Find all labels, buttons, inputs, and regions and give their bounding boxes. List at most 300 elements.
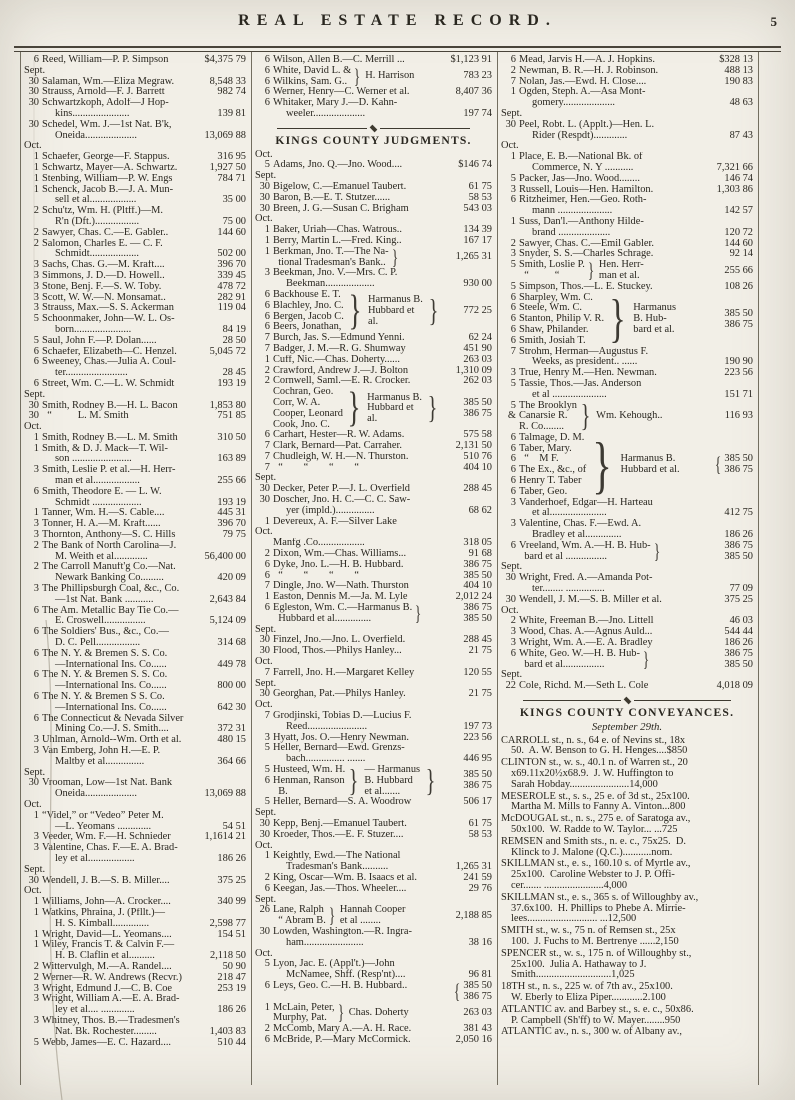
entry-text	[39, 120, 202, 142]
entry-amount: 46 03	[729, 615, 753, 627]
entry-text	[39, 303, 216, 314]
judgment-entry	[24, 1016, 246, 1038]
entry-day: 3	[33, 734, 39, 746]
entry-day: 3	[33, 464, 39, 476]
entry-amount: 1,303 86	[716, 183, 753, 195]
page-number: 5	[770, 14, 777, 29]
entry-line: born......................	[55, 323, 132, 335]
column-3	[498, 52, 759, 1085]
entry-line: Easton, Dennis M.—Ja. M. Lyle	[273, 592, 408, 603]
entry-text	[516, 627, 722, 638]
entry-counterparty: — Harmanus B. Hubbard et al.......	[364, 764, 421, 797]
entry-text	[39, 77, 208, 88]
judgment-entry	[24, 77, 246, 88]
entry-amount: 314 68	[217, 637, 246, 649]
entry-amount: 404 10	[463, 461, 492, 473]
entry-day: 3	[33, 518, 39, 530]
entry-counterparty: Hannah Cooper et al ........	[339, 904, 406, 927]
entry-amount: 488 13	[724, 64, 753, 76]
entry-line: Mining Co.—J. S. Smith....	[55, 723, 169, 735]
entry-day: 6	[33, 691, 39, 703]
entry-day: 7	[264, 342, 270, 354]
entry-line: Werner—R. W. Andrews (Recvr.)	[42, 972, 182, 983]
month-label: Oct.	[24, 140, 42, 152]
judgment-group-entry	[501, 538, 753, 563]
entry-day: 1	[264, 515, 270, 527]
conveyance-line: McDOUGAL st., n. s., 275 e. of Saratoga av.,	[501, 813, 691, 825]
judgment-entry	[501, 87, 753, 109]
entry-line: brand ....................	[532, 226, 611, 238]
entry-line: Lyon, Jac. E. (Appl't.)—John	[273, 959, 395, 970]
entry-text	[516, 519, 722, 541]
entry-text	[39, 336, 221, 347]
month-label: Oct.	[24, 421, 42, 433]
judgment-group-entry	[501, 398, 753, 434]
entry-text	[270, 959, 467, 981]
entry-amount: 2,188 85	[455, 909, 492, 921]
entry-day: 22	[505, 680, 516, 692]
entry-line: ley et al..................	[55, 852, 135, 864]
entry-text	[516, 77, 722, 88]
judgment-entry	[255, 668, 492, 679]
judgment-entry	[255, 689, 492, 700]
entry-line: Whitney, Thos. B.—Tradesmen's	[42, 1015, 180, 1026]
entry-amount: 385 50	[463, 569, 492, 581]
entry-text	[516, 152, 715, 174]
entry-amount: 386 75	[463, 558, 492, 570]
judgment-entry	[24, 994, 246, 1016]
judgment-entry	[255, 495, 492, 517]
entry-line: Schwartzkoph, Adolf—J Hop-	[42, 98, 169, 109]
judgment-entry	[24, 357, 246, 379]
entry-line: Thornton, Anthony—S. C. Hills	[42, 530, 176, 541]
judgment-entry	[24, 1038, 246, 1049]
entry-amount: 186 26	[217, 852, 246, 864]
entry-line: ley et al.... .............	[55, 1004, 135, 1016]
conveyance-entry	[501, 893, 753, 925]
entry-day: 3	[33, 831, 39, 843]
entry-parties: Berkman, Jno. T.—The Na- tional Tradesman's Bank..	[273, 245, 389, 268]
entry-day: 5	[264, 742, 270, 754]
entry-line: Whitaker, Mary J.—D. Kahn-	[273, 98, 398, 109]
entry-text	[270, 517, 490, 528]
judgment-entry	[501, 368, 753, 379]
entry-amount: 2,598 77	[209, 917, 246, 929]
entry-day: 3	[510, 637, 516, 649]
entry-counterparty: Chas. Doherty	[348, 1006, 409, 1018]
judgment-entry	[24, 336, 246, 347]
judgment-entry	[501, 595, 753, 606]
entry-day: 6	[264, 882, 270, 894]
entry-amount: 1,927 50	[209, 161, 246, 173]
entry-parties: Husteed, Wm. H. Henman, Ranson B.	[273, 764, 346, 797]
conveyance-line: 25x100. Julia A. Hathaway to J.	[511, 958, 647, 970]
entry-day: 2	[264, 1023, 270, 1035]
entry-line: Burch, Jas. S.—Edmund Yenni.	[273, 333, 405, 344]
entry-amount: 255 66	[217, 475, 246, 487]
entry-line: Wilson, Allen B.—C. Merrill ...	[273, 55, 405, 65]
entry-line: Wright, Edmund J.—C. B. Coe	[42, 983, 173, 994]
entry-amount: 253 19	[217, 982, 246, 994]
divider-ornament	[523, 697, 731, 704]
month-label: Sept.	[255, 677, 277, 689]
judgment-entry	[255, 1035, 492, 1046]
entry-amount: 79 75	[222, 529, 246, 541]
entry-day: 3	[510, 367, 516, 379]
entry-text	[516, 120, 728, 142]
entry-text	[39, 228, 215, 239]
entry-amount: 262 03	[463, 375, 492, 387]
entry-text	[270, 743, 461, 765]
entry-amount: 29 76	[468, 882, 492, 894]
conveyance-line: cer....... .......................4,000	[511, 879, 628, 891]
entry-text	[270, 1024, 461, 1035]
entry-parties: Lane, Ralph “ Abram B.	[273, 904, 326, 927]
brace-glyph: }	[347, 384, 361, 431]
entry-day: 2	[33, 226, 39, 238]
entry-text	[270, 560, 461, 571]
entry-day: 1	[33, 172, 39, 184]
judgment-entry	[24, 832, 246, 843]
entry-line: Strauss, Arnold—F. J. Barrett	[42, 87, 165, 98]
entry-line: Schwartz, Mayer—A. Schwartz.	[42, 162, 178, 173]
entry-day: 5	[510, 280, 516, 292]
judgment-entry	[255, 711, 492, 733]
entry-amount-wrap	[463, 306, 492, 317]
entry-line: et al......................	[532, 507, 607, 519]
judgment-entry	[24, 120, 246, 142]
judgment-entry	[255, 333, 492, 344]
brace-glyph: }	[348, 762, 359, 798]
brace-glyph: }	[391, 244, 398, 269]
judgment-entry	[255, 98, 492, 120]
entry-line: Schaefer, George—F. Stappus.	[42, 152, 170, 163]
judgment-entry	[255, 452, 492, 463]
entry-day: 3	[510, 183, 516, 195]
entry-text	[516, 379, 722, 401]
entry-text	[270, 851, 454, 873]
judgment-entry	[501, 66, 753, 77]
entry-amount: 218 47	[217, 971, 246, 983]
entry-text	[39, 519, 215, 530]
entry-day: 2	[33, 205, 39, 217]
entry-amount: $1,123 91	[450, 54, 492, 65]
entry-text	[39, 692, 215, 714]
judgment-entry	[501, 217, 753, 239]
entry-line: Heller, Bernard—Ewd. Grenzs-	[273, 743, 405, 754]
conveyance-line: lees........................... ...12,500	[511, 913, 637, 925]
entry-text	[516, 498, 722, 520]
entry-line: H. S. Kimball..............	[55, 917, 150, 929]
entry-text	[39, 908, 208, 930]
judgment-entry	[24, 347, 246, 358]
entry-text	[39, 962, 221, 973]
entry-text	[270, 668, 461, 679]
entry-day: 6	[264, 97, 270, 109]
entry-day: 3	[510, 518, 516, 530]
entry-amount: 134 39	[463, 224, 492, 236]
judgment-entry	[255, 635, 492, 646]
entry-line: Williams, John—A. Crocker....	[42, 897, 171, 908]
entry-day: 6	[33, 377, 39, 389]
judgment-entry	[255, 549, 492, 560]
entry-line: Reed, William—P. P. Simpson	[42, 55, 169, 65]
entry-line: Simpson, Thos.—L. E. Stuckey.	[519, 281, 653, 292]
brace-glyph: }	[425, 762, 436, 798]
judgment-entry	[255, 268, 492, 290]
entry-text	[39, 206, 221, 228]
entry-text	[270, 927, 467, 949]
entry-amount: 13,069 88	[204, 788, 246, 800]
judgment-group-entry	[501, 429, 753, 500]
entry-amount: 223 56	[463, 731, 492, 743]
entry-text	[39, 1038, 215, 1049]
entry-day: 5	[264, 796, 270, 808]
entry-day: 3	[33, 842, 39, 854]
entry-amount: 375 25	[724, 593, 753, 605]
entry-text	[270, 495, 467, 517]
entry-amount: 48 63	[729, 97, 753, 109]
entry-amount: 543 03	[463, 202, 492, 214]
entry-day: 2	[510, 237, 516, 249]
entry-amount: 445 31	[217, 507, 246, 519]
judgment-entry	[501, 627, 753, 638]
entry-line: Baron, B.—E. T. Stutzer......	[273, 192, 391, 203]
entry-line: Dingle, Jno. W—Nath. Thurston	[273, 581, 409, 592]
entry-line: Wright, Fred. A.—Amanda Pot-	[519, 573, 653, 584]
entry-line: kins......................	[55, 107, 130, 119]
entry-day: 5	[510, 377, 516, 389]
entry-text	[39, 293, 215, 304]
judgment-entry	[501, 77, 753, 88]
entry-line: Dyke, Jno. L.—H. B. Hubbard.	[273, 559, 404, 570]
entry-line: Wendell, J. B.—S. B. Miller....	[42, 875, 170, 886]
entry-amount: 372 31	[217, 723, 246, 735]
entry-text	[270, 819, 467, 830]
entry-amount: 2,118 50	[210, 950, 246, 962]
entry-day: 6	[510, 54, 516, 65]
entry-amount: 151 71	[724, 388, 753, 400]
entry-line: The Phillipsburgh Coal, &c., Co.	[42, 584, 180, 595]
entry-line: Berry, Martin L.—Fred. King..	[273, 235, 402, 246]
entry-line: mann .....................	[532, 205, 613, 217]
judgment-entry	[501, 282, 753, 293]
judgment-entry	[501, 239, 753, 250]
entry-day: 30	[259, 494, 270, 506]
entry-day: 3	[33, 302, 39, 314]
entry-amount: 167 17	[463, 234, 492, 246]
entry-amount: 404 10	[463, 580, 492, 592]
entry-day: 30	[28, 874, 39, 886]
entry-amount: 223 56	[724, 367, 753, 379]
month-label: Sept.	[24, 64, 46, 76]
entry-line: Chudleigh, W. H.—N. Thurston.	[273, 451, 409, 462]
entry-day: 7	[510, 75, 516, 87]
entry-text	[270, 571, 461, 582]
entry-text	[270, 366, 454, 377]
entry-day: 30	[259, 180, 270, 192]
entry-day: 3	[33, 280, 39, 292]
entry-line: “ “ “ “	[273, 462, 359, 473]
judgment-entry	[501, 347, 753, 369]
entry-day: 3	[264, 267, 270, 279]
entry-day: 1	[33, 151, 39, 163]
entry-line: ter........ ...............	[532, 583, 605, 595]
entry-amount: 197 74	[463, 107, 492, 119]
entry-day: 30	[28, 777, 39, 789]
column-2	[252, 52, 498, 1085]
entry-day: 7	[264, 450, 270, 462]
entry-text	[39, 444, 215, 466]
month-label: Sept.	[255, 472, 277, 484]
judgment-entry	[501, 152, 753, 174]
entry-text	[39, 260, 215, 271]
entry-day: 5	[264, 159, 270, 171]
entry-line: son .......................	[55, 453, 132, 465]
entry-line: Strohm, Herman—Augustus F.	[519, 346, 649, 357]
entry-text	[39, 541, 202, 563]
entry-amount: 478 72	[217, 280, 246, 292]
conveyance-line: W. Eberly to Eliza Piper............2.100	[511, 991, 666, 1003]
entry-amount: 8,548 33	[209, 75, 246, 87]
entry-amount-wrap	[451, 978, 492, 1003]
conveyance-line: SMITH st., w. s., 75 n. of Remsen st., 25x	[501, 925, 676, 937]
entry-line: Carhart, Hester—R. W. Adams.	[273, 430, 405, 441]
entry-line: Tonner, H. A.—M. Kraft......	[42, 519, 161, 530]
entry-amount: 62 24	[468, 332, 492, 344]
conveyance-line: REMSEN and Smith sts., n. e. c., 75x25. D.	[501, 835, 687, 847]
judgment-entry	[255, 182, 492, 193]
entry-line: Scott, W. W.—N. Monsamat..	[42, 292, 166, 303]
entry-amount: 190 90	[724, 356, 753, 368]
entry-text	[516, 174, 722, 185]
entry-text	[516, 87, 728, 109]
entry-day: 6	[510, 194, 516, 206]
entry-line: Reed.......................	[286, 720, 368, 732]
column-1	[21, 52, 252, 1085]
judgment-entry	[24, 973, 246, 984]
entry-amount: 61 75	[468, 817, 492, 829]
judgment-entry	[24, 811, 246, 833]
entry-text	[516, 217, 722, 239]
judgment-entry	[24, 239, 246, 261]
judgment-entry	[255, 87, 492, 98]
entry-text	[39, 562, 215, 584]
entry-amount: 642 30	[217, 701, 246, 713]
entry-amount: 120 72	[724, 226, 753, 238]
entry-amount-wrap	[456, 252, 492, 263]
entry-line: Tradesman's Bank..........	[286, 861, 389, 873]
month-label: Sept.	[255, 893, 277, 905]
judgment-group-entry	[255, 384, 492, 431]
entry-line: Smith, & D. J. Mack—T. Wil-	[42, 443, 168, 454]
entry-line: Tassie, Thos.—Jas. Anderson	[519, 378, 642, 389]
month-label: Sept.	[501, 669, 523, 681]
entry-amount: 120 55	[463, 666, 492, 678]
entry-day: 1	[510, 86, 516, 98]
entry-counterparty: Harmanus B. Hubbard et al.	[367, 391, 422, 425]
entry-day: 30	[28, 399, 39, 411]
brace-glyph: }	[580, 398, 591, 434]
entry-amount: 364 66	[217, 755, 246, 767]
entry-day: 6 6 6 6 6 6	[510, 431, 516, 497]
entry-amount: 241 59	[463, 871, 492, 883]
brace-glyph: }	[609, 290, 626, 349]
entry-line: Mead, Jarvis H.—A. J. Hopkins.	[519, 55, 655, 65]
entry-text	[270, 268, 461, 290]
entry-day: 1	[33, 809, 39, 821]
month-label: Sept.	[501, 561, 523, 573]
entry-amount: 449 78	[217, 658, 246, 670]
judgment-entry	[255, 927, 492, 949]
entry-text	[270, 884, 467, 895]
judgment-entry	[24, 444, 246, 466]
entry-text	[39, 401, 208, 412]
entry-counterparty: H. Harrison	[365, 70, 415, 82]
conveyance-entry	[501, 982, 753, 1004]
entry-text	[270, 711, 461, 733]
conveyance-line: ATLANTIC av. and Barbey st., s. e. c., 50x86.	[501, 1003, 694, 1015]
entry-text	[270, 355, 461, 366]
entry-amount: 75 00	[222, 215, 246, 227]
judgment-entry	[24, 962, 246, 973]
entry-amount-wrap	[712, 454, 753, 476]
judgment-entry	[501, 681, 753, 692]
entry-amount: 8,407 36	[455, 86, 492, 98]
entry-amount: 263 03	[463, 1006, 492, 1018]
entry-text	[39, 98, 215, 120]
entry-text	[39, 508, 215, 519]
entry-day: 30	[505, 572, 516, 584]
entry-parties: Leys, Geo. C.—H. B. Hubbard..	[273, 979, 408, 991]
entry-text	[270, 344, 461, 355]
month-label: Sept.	[255, 807, 277, 819]
entry-day: 3	[33, 269, 39, 281]
columns	[20, 52, 781, 1085]
conveyance-line: P. Campbell (Sh'ff) to W. Mayer........950	[511, 1014, 681, 1026]
entry-text	[39, 314, 221, 336]
entry-line: gomery....................	[532, 97, 616, 109]
entry-amount: 396 70	[217, 259, 246, 271]
conveyance-entry	[501, 949, 753, 981]
entry-line: Bradley et al..............	[532, 529, 622, 541]
brace-glyph: }	[348, 287, 362, 334]
section-date: September 29th.	[591, 720, 663, 733]
judgment-entry	[24, 379, 246, 390]
entry-day: 7	[264, 666, 270, 678]
brace-glyph: }	[414, 600, 422, 625]
entry-amount: 58 53	[468, 828, 492, 840]
judgment-entry	[255, 344, 492, 355]
entry-amount: 386 75 385 50	[724, 647, 753, 670]
entry-parties: White, David L. & Wilkins, Sam. G..	[273, 64, 352, 87]
entry-day: 1	[33, 507, 39, 519]
conveyance-line: Klinck to J. Malone (Q.C.)...........nom.	[511, 846, 673, 858]
judgment-group-entry	[255, 978, 492, 1003]
month-label: Sept.	[255, 170, 277, 182]
entry-line: Nat. Bk. Rochester.........	[55, 1025, 157, 1037]
entry-day: 30	[259, 828, 270, 840]
entry-text	[270, 733, 461, 744]
entry-day: 1	[264, 850, 270, 862]
entry-amount: 54 51	[222, 820, 246, 832]
entry-day: 30	[259, 817, 270, 829]
conveyance-line: Smith.............................1,025	[511, 969, 635, 981]
entry-amount-wrap	[724, 541, 753, 563]
entry-text	[270, 430, 461, 441]
entry-line: Valentine, Chas. F.—E. A. Brad-	[42, 843, 178, 854]
entry-amount: 2,012 24	[455, 591, 492, 603]
